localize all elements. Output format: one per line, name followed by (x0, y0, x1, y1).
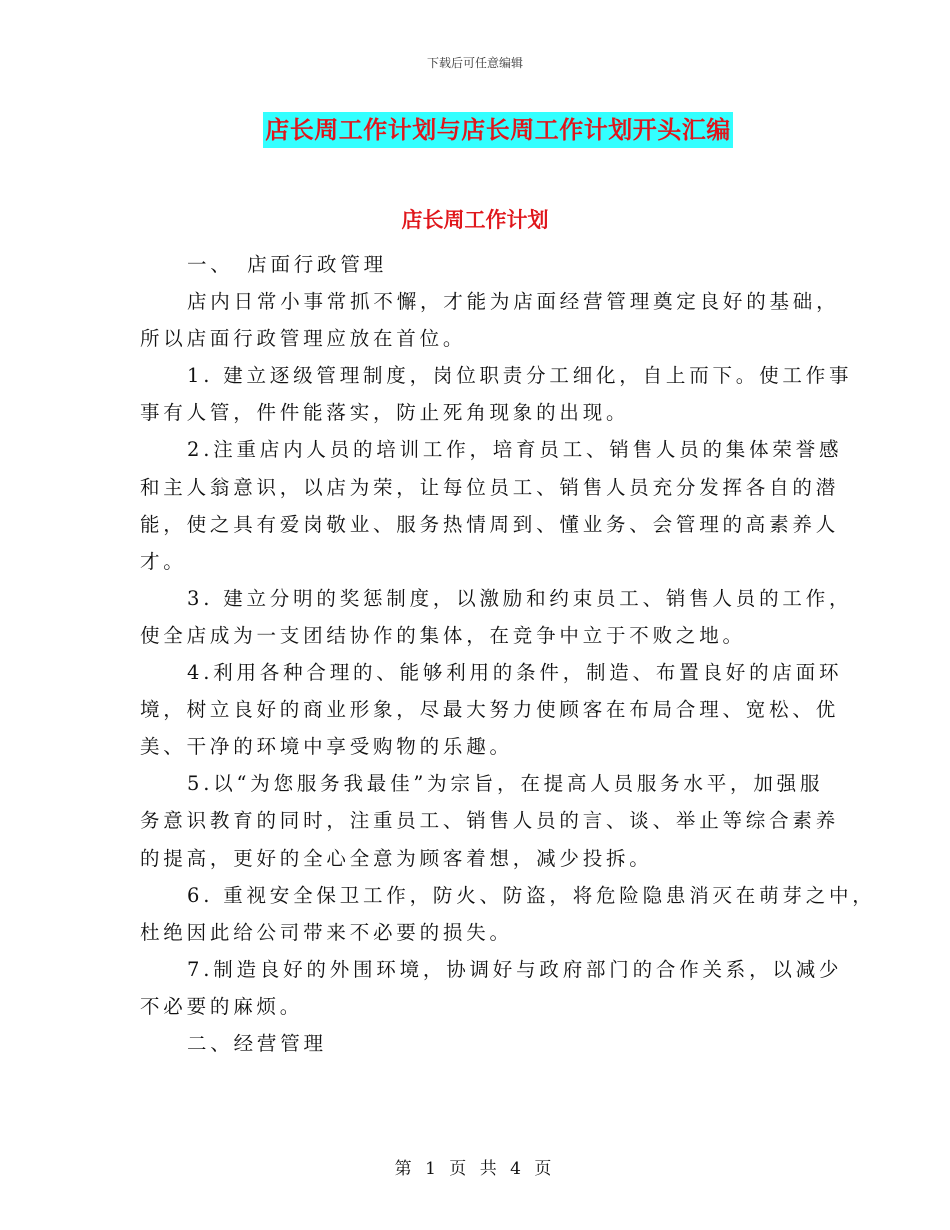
body-text (140, 246, 876, 1062)
text-line: 3. 建立分明的奖惩制度，以激励和约束员工、销售人员的工作， (187, 586, 853, 610)
text-line: 境，树立良好的商业形象，尽最大努力使顾客在布局合理、宽松、优 (140, 698, 840, 722)
text-line: 4.利用各种合理的、能够利用的条件，制造、布置良好的店面环 (187, 661, 843, 685)
text-line: 5.以“为您服务我最佳”为宗旨，在提高人员服务水平，加强服 (187, 772, 824, 796)
main-title: 店长周工作计划与店长周工作计划开头汇编 (263, 112, 733, 148)
text-line: 6. 重视安全保卫工作，防火、防盗，将危险隐患消灭在萌芽之中， (187, 883, 876, 907)
text-line: 二、经营管理 (187, 1031, 327, 1055)
text-line: 和主人翁意识，以店为荣，让每位员工、销售人员充分发挥各自的潜 (140, 475, 840, 499)
main-title-container (0, 112, 950, 148)
page-footer: 第 1 页 共 4 页 (394, 1159, 556, 1179)
text-line: 能，使之具有爱岗敬业、服务热情周到、懂业务、会管理的高素养人 (140, 512, 840, 536)
text-line: 所以店面行政管理应放在首位。 (140, 327, 467, 351)
text-line: 一、 店面行政管理 (187, 253, 387, 276)
text-line: 美、干净的环境中享受购物的乐趣。 (140, 735, 513, 759)
text-line: 事有人管，件件能落实，防止死角现象的出现。 (140, 401, 630, 425)
text-line: 不必要的麻烦。 (140, 994, 304, 1018)
text-line: 才。 (140, 549, 187, 573)
text-line: 务意识教育的同时，注重员工、销售人员的言、谈、举止等综合素养 (140, 809, 840, 833)
text-line: 7.制造良好的外围环境，协调好与政府部门的合作关系，以减少 (187, 957, 843, 981)
text-line: 2.注重店内人员的培训工作，培育员工、销售人员的集体荣誉感 (187, 438, 843, 462)
header-note: 下载后可任意编辑 (426, 56, 523, 70)
text-line: 的提高，更好的全心全意为顾客着想，减少投拆。 (140, 846, 653, 870)
section-title: 店长周工作计划 (401, 208, 549, 232)
text-line: 使全店成为一支团结协作的集体，在竞争中立于不败之地。 (140, 623, 746, 647)
text-line: 店内日常小事常抓不懈，才能为店面经营管理奠定良好的基础， (187, 290, 840, 314)
text-line: 1. 建立逐级管理制度，岗位职责分工细化，自上而下。使工作事 (187, 364, 853, 388)
text-line: 杜绝因此给公司带来不必要的损失。 (140, 920, 513, 944)
